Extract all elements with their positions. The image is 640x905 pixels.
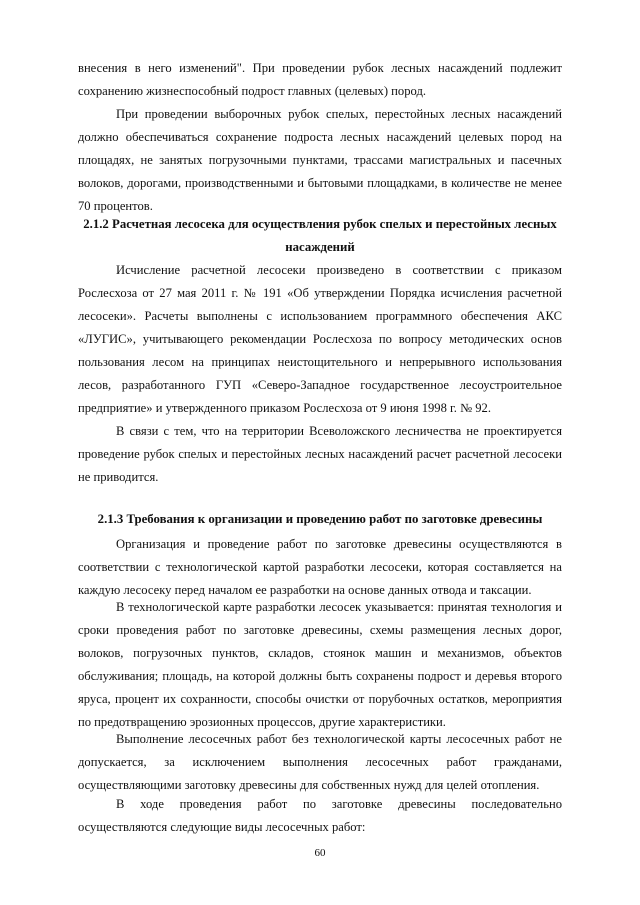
paragraph-technological-map: В технологической карте разработки лесосек указывается: принятая технология и сроки проведения работ по заготовке древесины, схемы размещения лесных дорог, волоков, погрузочных пунктов, складов, стоянок машин и механизмов, объектов обслуживания; площадь, на которой должны быть сохранены подрост и деревья второго яруса, процент их сохранности, способы очистки от порубочных остатков, мероприятия по предотвращению эрозионных процессов, другие характеристики. xyxy=(78,600,562,729)
paragraph-vsevolozhsk-forestry: В связи с тем, что на территории Всеволожского лесничества не проектируется проведение рубок спелых и перестойных лесных насаждений расчет расчетной лесосеки не приводится. xyxy=(78,424,562,484)
paragraph-continuation: внесения в него изменений". При проведении рубок лесных насаждений подлежит сохранению жизнеспособный подрост главных (целевых) пород. xyxy=(78,61,562,98)
paragraph-calculated-cutting-area: Исчисление расчетной лесосеки произведено в соответствии с приказом Рослесхоза от 27 мая 2011 г. № 191 «Об утверждении Порядка исчисления расчетной лесосеки». Расчеты выполнены с использованием программного обеспечения АКС «ЛУГИС», учитывающего рекомендации Рослесхоза по вопросу методических основ пользования лесом на принципах неистощительного и непрерывного использования лесов, разработанного ГУП «Северо-Западное государственное лесоустроительное предприятие» и утвержденного приказом Рослесхоза от 9 июня 1998 г. № 92. xyxy=(78,263,562,415)
paragraph-work-organization: Организация и проведение работ по заготовке древесины осуществляются в соответствии с технологической картой разработки лесосеки, которая составляется на каждую лесосеку перед началом ее разработки на основе данных отвода и таксации. xyxy=(78,537,562,597)
section-heading-2-1-2: 2.1.2 Расчетная лесосека для осуществления рубок спелых и перестойных лесных насаждений xyxy=(83,217,557,254)
paragraph-selective-cutting: При проведении выборочных рубок спелых, перестойных лесных насаждений должно обеспечиваться сохранение подроста лесных насаждений целевых пород на площадях, не занятых погрузочными пунктами, трассами магистральных и пасечных волоков, дорогами, производственными и бытовыми площадками, в количестве не менее 70 процентов. xyxy=(78,107,562,213)
paragraph-work-types: В ходе проведения работ по заготовке древесины последовательно осуществляются следующие виды лесосечных работ: xyxy=(78,797,562,834)
page-number: 60 xyxy=(314,847,326,859)
paragraph-work-without-map: Выполнение лесосечных работ без технологической карты лесосечных работ не допускается, за исключением выполнения лесосечных работ гражданами, осуществляющими заготовку древесины для собственных нужд для целей отопления. xyxy=(78,732,562,792)
section-heading-2-1-3: 2.1.3 Требования к организации и проведению работ по заготовке древесины xyxy=(97,512,543,526)
